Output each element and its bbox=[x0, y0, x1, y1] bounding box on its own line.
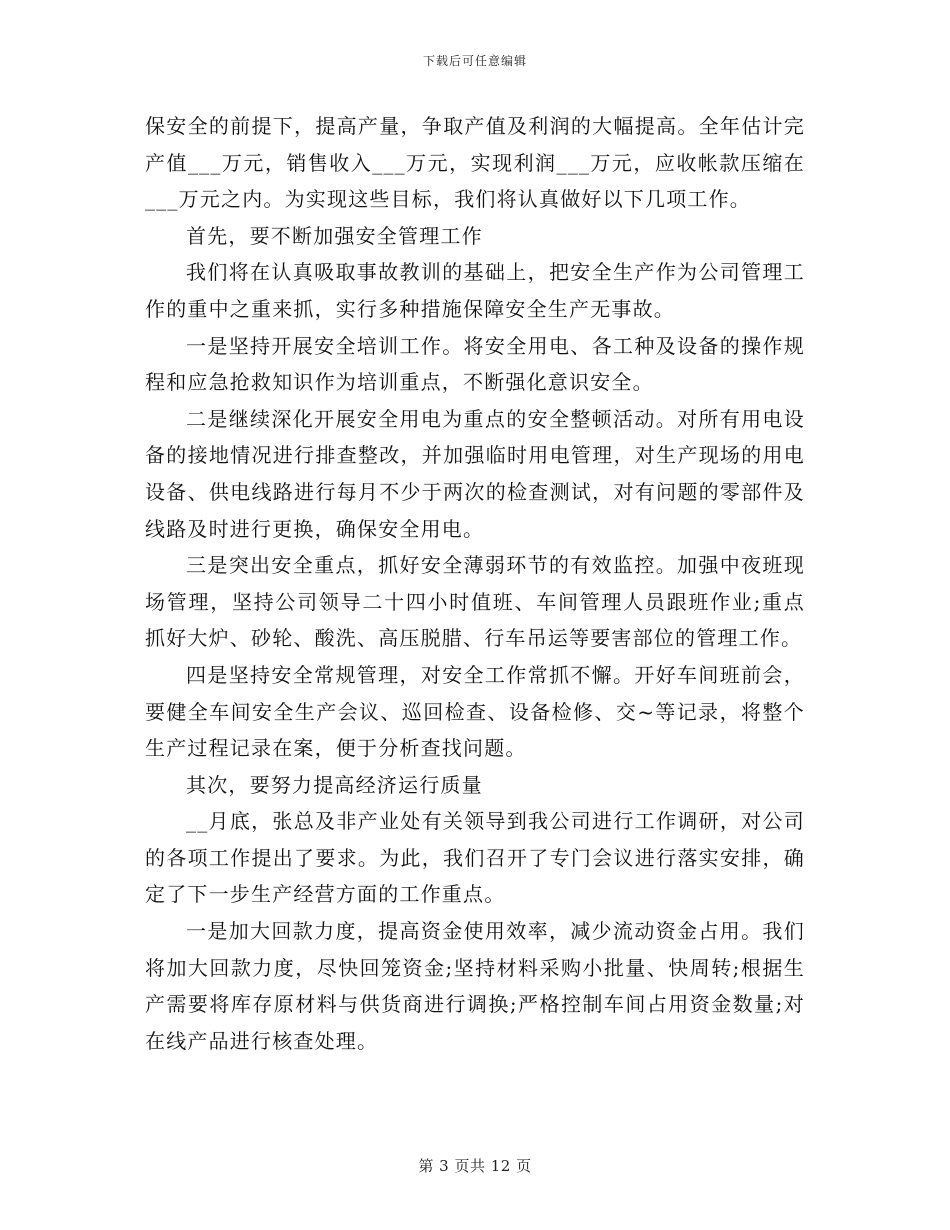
page-header: 下载后可任意编辑 bbox=[422, 54, 527, 68]
section-heading: 首先，要不断加强安全管理工作 bbox=[186, 223, 483, 248]
document-body bbox=[145, 108, 805, 1059]
paragraph: 保安全的前提下，提高产量，争取产值及利润的大幅提高。全年估计完产值___万元，销售收入___万元，实现利润___万元，应收帐款压缩在___万元之内。为实现这些目标，我们将认真做好以下几项工作。 bbox=[145, 114, 805, 212]
page-number-footer: 第 3 页共 12 页 bbox=[418, 1157, 532, 1175]
paragraph: 一是加大回款力度，提高资金使用效率，减少流动资金占用。我们将加大回款力度，尽快回笼资金;坚持材料采购小批量、快周转;根据生产需要将库存原材料与供货商进行调换;严格控制车间占用资金数量;对在线产品进行核查处理。 bbox=[145, 919, 805, 1053]
section-heading: 其次，要努力提高经济运行质量 bbox=[186, 772, 483, 797]
paragraph: 四是坚持安全常规管理，对安全工作常抓不懈。开好车间班前会，要健全车间安全生产会议、巡回检查、设备检修、交~等记录，将整个生产过程记录在案，便于分析查找问题。 bbox=[145, 662, 805, 761]
paragraph: 二是继续深化开展安全用电为重点的安全整顿活动。对所有用电设备的接地情况进行排查整改，并加强临时用电管理，对生产现场的用电设备、供电线路进行每月不少于两次的检查测试，对有问题的零部件及线路及时进行更换，确保安全用电。 bbox=[145, 406, 805, 541]
paragraph: 三是突出安全重点，抓好安全薄弱环节的有效监控。加强中夜班现场管理，坚持公司领导二十四小时值班、车间管理人员跟班作业;重点抓好大炉、砂轮、酸洗、高压脱腊、行车吊运等要害部位的管理工作。 bbox=[145, 553, 805, 651]
paragraph: 我们将在认真吸取事故教训的基础上，把安全生产作为公司管理工作的重中之重来抓，实行多种措施保障安全生产无事故。 bbox=[145, 260, 805, 321]
paragraph: __月底，张总及非产业处有关领导到我公司进行工作调研，对公司的各项工作提出了要求。为此，我们召开了专门会议进行落实安排，确定了下一步生产经营方面的工作重点。 bbox=[145, 809, 805, 907]
paragraph: 一是坚持开展安全培训工作。将安全用电、各工种及设备的操作规程和应急抢救知识作为培训重点，不断强化意识安全。 bbox=[145, 333, 805, 395]
